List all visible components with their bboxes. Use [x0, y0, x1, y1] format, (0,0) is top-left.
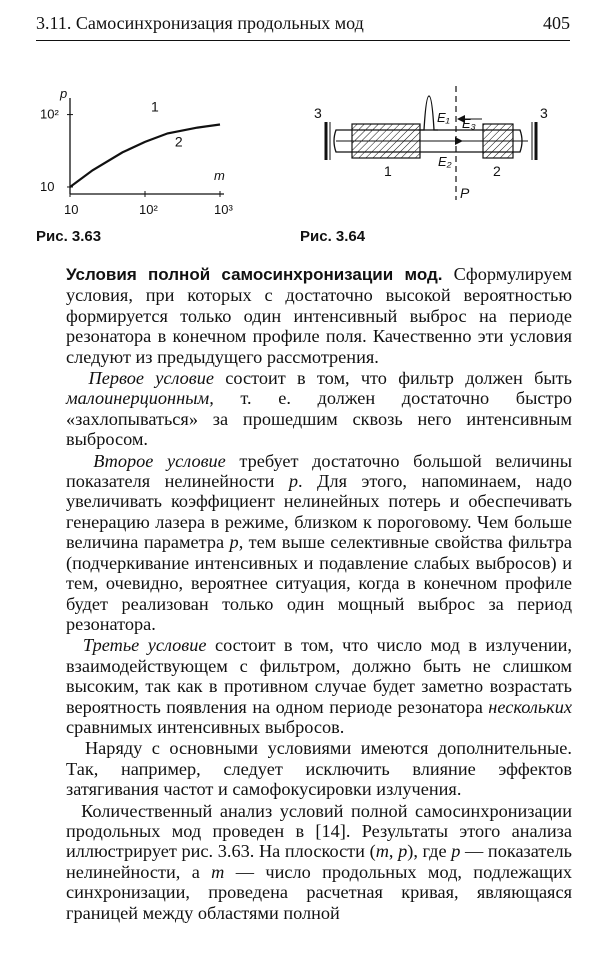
- var-m: m: [375, 841, 389, 862]
- label-e3: E₃: [462, 116, 476, 131]
- paragraph-6-text-c: ), где: [407, 841, 452, 862]
- right-mirror: [532, 122, 536, 160]
- paragraph-3-text-b: . Для этого, напоминаем, надо увеличивать коэффициент нелинейных потерь и обеспечивать генерацию лазера в режиме, близком к пороговому. Чем больше величина параметра: [66, 471, 573, 553]
- figure-3-64: [300, 82, 570, 222]
- label-e2: E₂: [438, 154, 452, 169]
- paragraph-1-text: Сформулируем условия, при которых с достаточно высокой вероятностью формируется только один интенсивный выброс на периоде резонатора в конечном профиле поля. Качественно эти условия следуют из предыдущего рассмотрения.: [66, 264, 572, 367]
- filter-element-2: [483, 124, 513, 158]
- several-term: нескольких: [488, 696, 572, 717]
- label-element-1: 1: [384, 163, 392, 179]
- section-lead: Условия полной самосинхронизации мод.: [66, 265, 443, 284]
- running-header: [36, 6, 570, 41]
- second-condition-term: Второе условие: [93, 450, 226, 471]
- paragraph-4: [66, 635, 572, 737]
- paragraph-2-text-b: т. е. должен достаточно быстро «захлопываться» за прошедшим сквозь него интенсивным выбросом.: [66, 388, 572, 450]
- figure-3-63-caption: Рис. 3.63: [36, 228, 102, 245]
- low-inertia-term: малоинерционным,: [66, 388, 214, 409]
- paragraph-3-text-a: требует достаточно большой величины показателя нелинейности: [66, 450, 573, 492]
- x-tick-label: 10: [64, 202, 79, 217]
- chart-svg: [30, 86, 260, 230]
- first-condition-term: Первое условие: [88, 368, 214, 389]
- paragraph-6: [66, 801, 572, 923]
- body-text: [66, 264, 572, 923]
- page-number: 405: [543, 13, 570, 33]
- paragraph-4-text-b: сравнимых интенсивных выбросов.: [66, 716, 345, 737]
- paragraph-5-text: Наряду с основными условиями имеются дополнительные. Так, например, следует исключить влияние эффектов затягивания частот и самофокусировки излучения.: [66, 738, 572, 800]
- region-label-2: 2: [174, 133, 183, 150]
- pulse-shape: [418, 96, 438, 130]
- x-tick-label: 10³: [214, 202, 233, 217]
- paragraph-6-text-e: — число продольных мод, подлежащих синхронизации, проведена расчетная кривая, являющаяся границей между областями полной: [66, 861, 572, 923]
- y-axis-label: p: [60, 86, 68, 101]
- var-p: p: [451, 841, 461, 862]
- var-p: p: [229, 532, 239, 553]
- y-tick-label: 10²: [40, 106, 59, 122]
- y-tick-label: 10: [40, 178, 55, 194]
- third-condition-term: Третье условие: [82, 635, 207, 656]
- section-title: 3.11. Самосинхронизация продольных мод: [36, 13, 364, 33]
- paragraph-2-text-a: состоит в том, что фильтр должен быть: [213, 368, 573, 389]
- label-e1: E₁: [437, 110, 450, 125]
- paragraph-2: [66, 368, 572, 450]
- figure-3-63: [30, 86, 260, 230]
- var-p: p: [398, 841, 408, 862]
- var-m: m: [211, 861, 225, 882]
- paragraph-6-text-d: — показатель нелинейности, а: [66, 841, 572, 882]
- label-element-2: 2: [493, 163, 501, 179]
- paragraph-6-text-b: ,: [388, 841, 399, 862]
- x-axis-label: m: [214, 168, 225, 183]
- label-mirror-right: 3: [540, 105, 548, 121]
- boundary-curve: [70, 125, 220, 188]
- paragraph-3: [66, 451, 572, 635]
- label-mirror-left: 3: [314, 105, 322, 121]
- paragraph-6-text-a: Количественный анализ условий полной самосинхронизации продольных мод проведен в [14]. Результаты этого анализа иллюстрирует рис. 3.63. На плоскости (: [66, 800, 572, 862]
- figure-3-64-caption: Рис. 3.64: [300, 228, 366, 245]
- chart-plot: [40, 86, 233, 217]
- left-mirror: [326, 122, 330, 160]
- paragraph-4-text-a: состоит в том, что число мод в излучении, взаимодействующем с фильтром, должно быть не слишком высоким, так как в противном случае будет заметно возрастать вероятность появления на одном периоде резонатора: [66, 635, 572, 717]
- active-element-1: [352, 124, 420, 158]
- var-p: p: [288, 471, 298, 492]
- region-label-1: 1: [150, 98, 159, 115]
- paragraph-1: [66, 264, 572, 367]
- label-plane-p: P: [460, 185, 470, 201]
- resonator-diagram: [300, 82, 570, 222]
- x-tick-label: 10²: [139, 202, 158, 217]
- paragraph-3-text-c: , тем выше селективные свойства фильтра (подчеркивание интенсивных и подавление слабых выбросов) и тем, очевидно, вероятнее ситуация, когда в конечном профиле будет реализован только один мощный выброс за период резонатора.: [66, 532, 572, 634]
- paragraph-5: [66, 738, 572, 799]
